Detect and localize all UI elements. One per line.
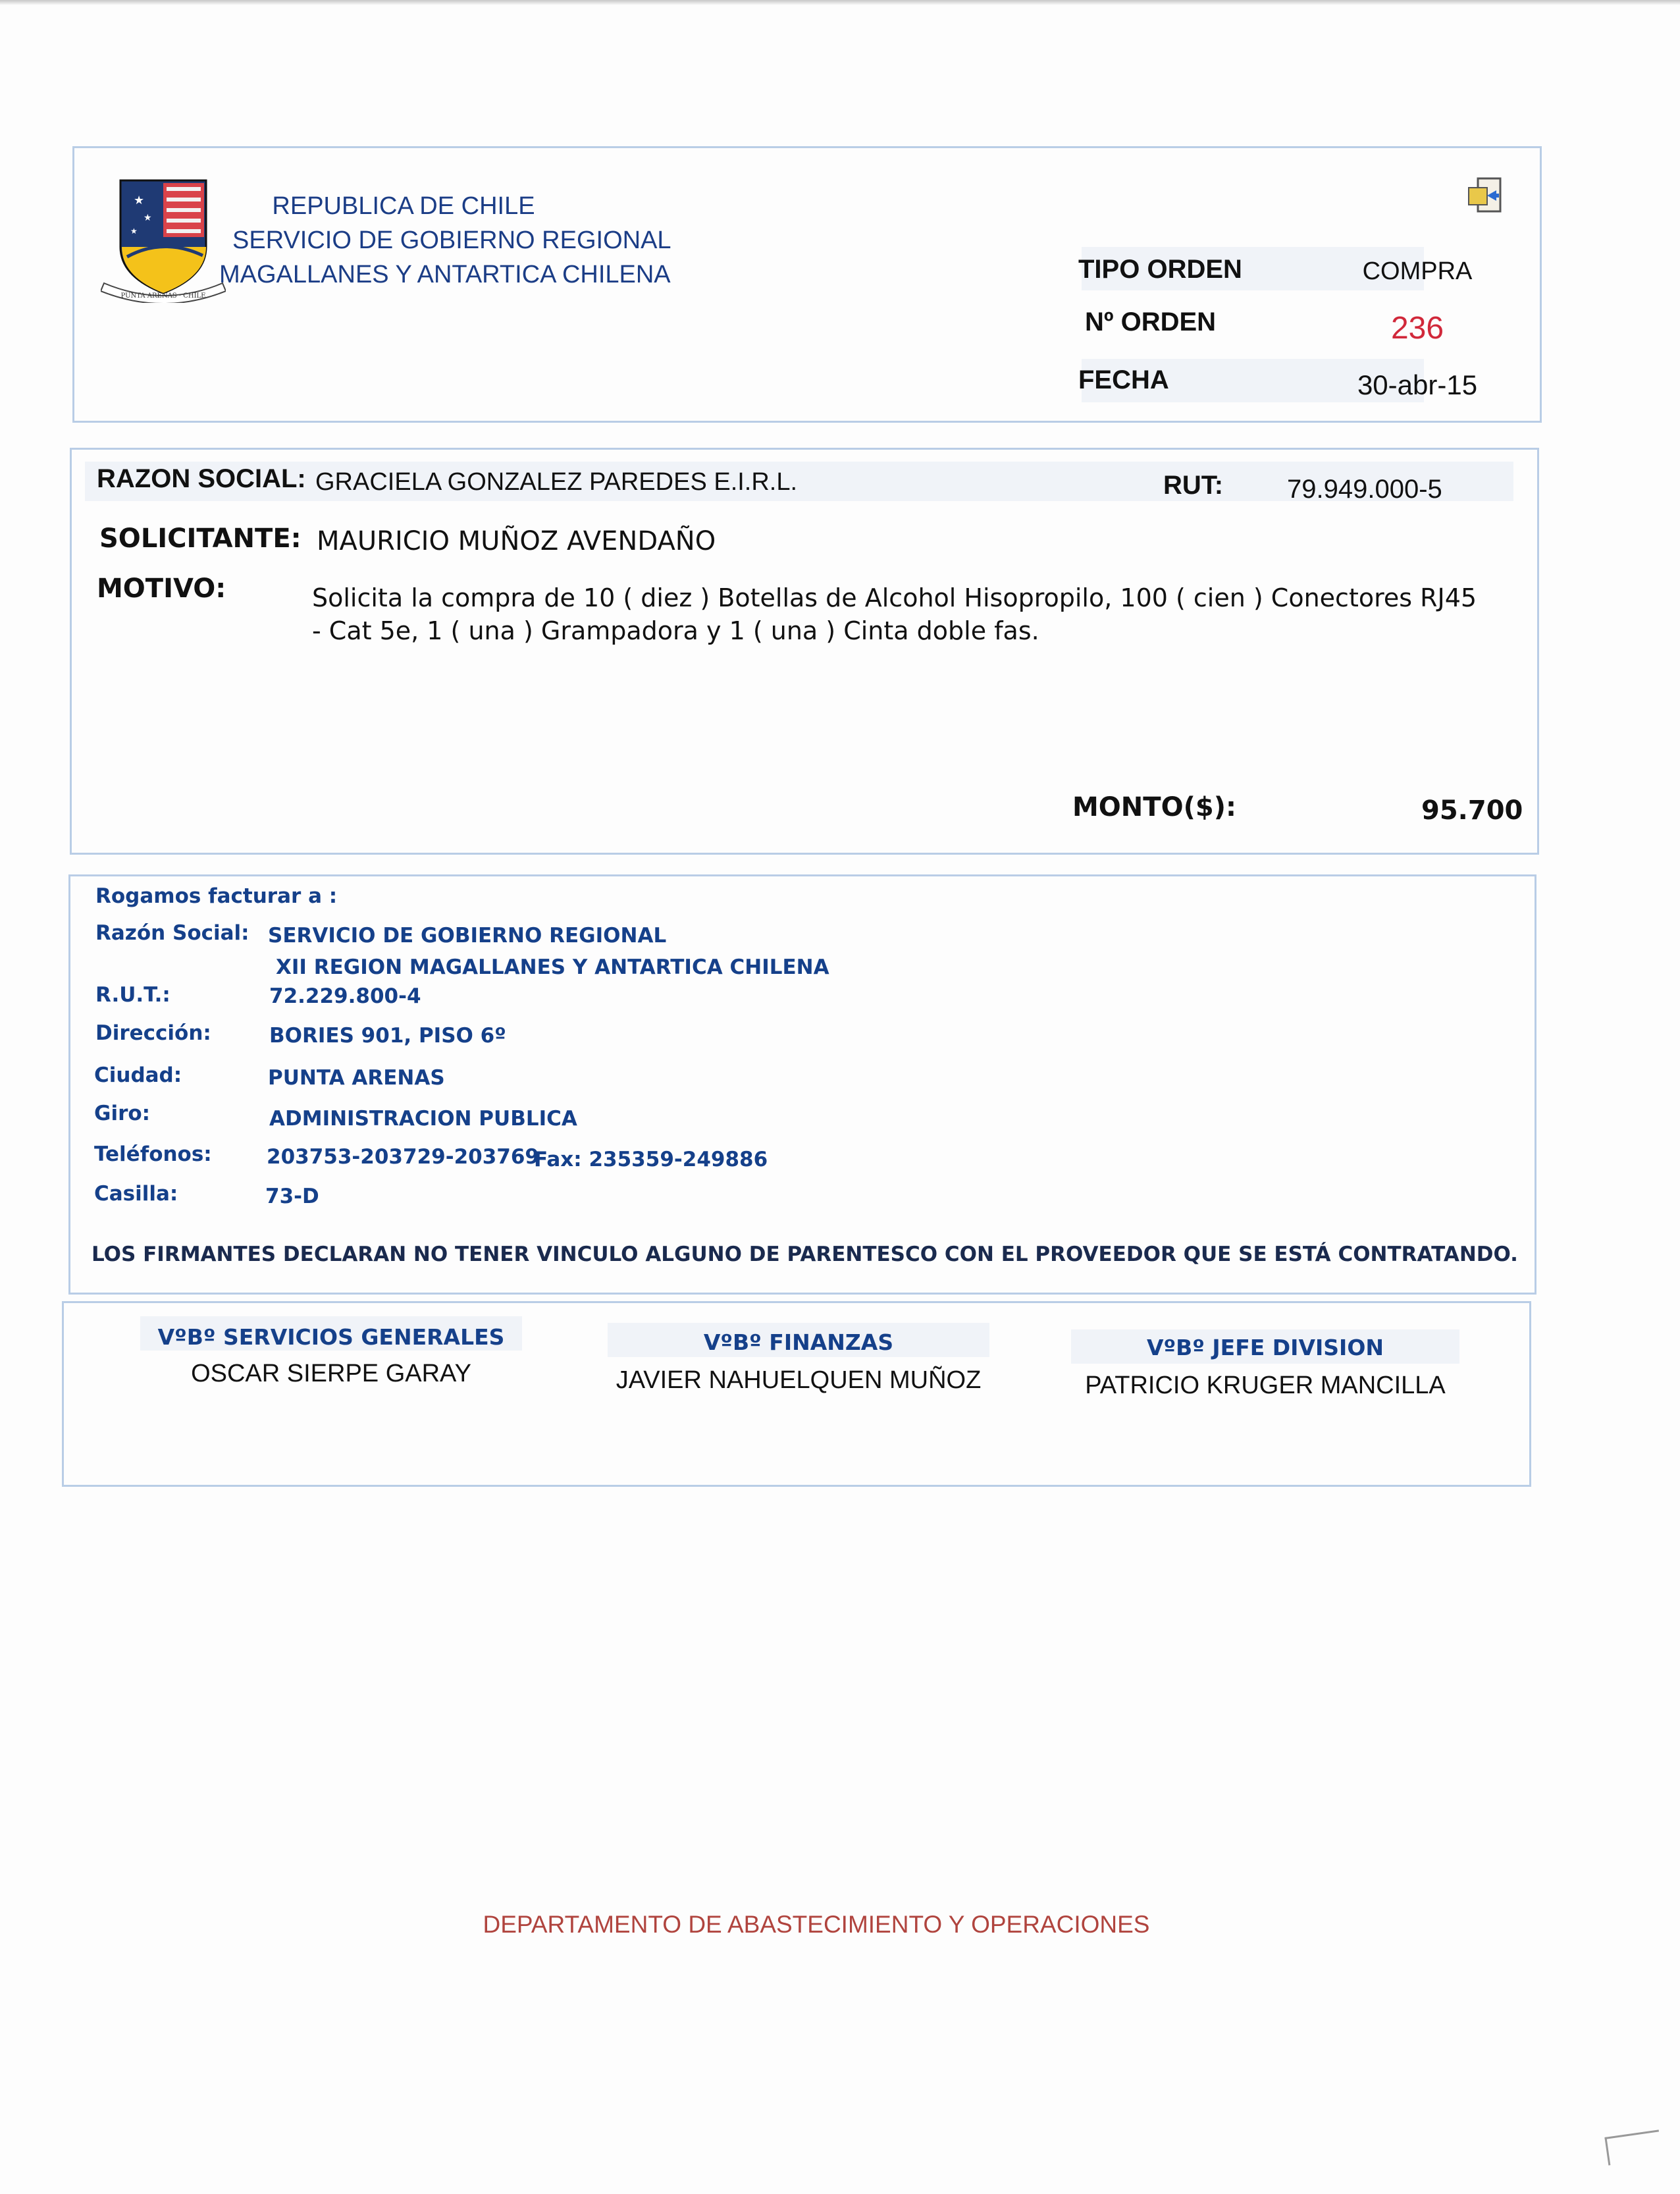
invoice-box	[68, 874, 1536, 1295]
invoice-giro-label: Giro:	[94, 1102, 151, 1125]
coat-of-arms-logo	[101, 178, 226, 303]
invoice-direccion-label: Dirección:	[95, 1021, 211, 1045]
approval-1-title: VºBº SERVICIOS GENERALES	[157, 1324, 505, 1350]
seal-ribbon-text: PUNTA ARENAS · CHILE	[120, 292, 206, 300]
invoice-rut-label: R.U.T.:	[95, 983, 171, 1007]
monto-label: MONTO($):	[1072, 792, 1236, 822]
tipo-orden-label: TIPO ORDEN	[1078, 255, 1242, 284]
header-line-3: MAGALLANES Y ANTARTICA CHILENA	[219, 261, 671, 288]
svg-text:★: ★	[134, 194, 145, 207]
order-details-box	[70, 448, 1539, 855]
invoice-casilla-value: 73-D	[265, 1185, 319, 1208]
approval-2-name: JAVIER NAHUELQUEN MUÑOZ	[616, 1366, 982, 1394]
approvals-box	[62, 1301, 1531, 1487]
razon-social-label: RAZON SOCIAL:	[97, 464, 306, 493]
footer-department: DEPARTAMENTO DE ABASTECIMIENTO Y OPERACIONES	[483, 1911, 1150, 1938]
motivo-label: MOTIVO:	[97, 574, 226, 604]
approval-3-title: VºBº JEFE DIVISION	[1146, 1335, 1384, 1360]
invoice-rut-value: 72.229.800-4	[269, 984, 421, 1008]
n-orden-value: 236	[1390, 311, 1444, 346]
invoice-razon-social-value-1: SERVICIO DE GOBIERNO REGIONAL	[268, 924, 667, 948]
fecha-value: 30-abr-15	[1357, 369, 1478, 400]
invoice-razon-social-label: Razón Social:	[95, 921, 249, 945]
razon-social-value: GRACIELA GONZALEZ PAREDES E.I.R.L.	[315, 468, 798, 496]
invoice-direccion-value: BORIES 901, PISO 6º	[269, 1024, 506, 1048]
invoice-ciudad-label: Ciudad:	[94, 1063, 182, 1087]
exit-icon[interactable]	[1465, 176, 1504, 215]
invoice-giro-value: ADMINISTRACION PUBLICA	[269, 1107, 577, 1131]
invoice-declaration: LOS FIRMANTES DECLARAN NO TENER VINCULO ALGUNO DE PARENTESCO CON EL PROVEEDOR QUE SE ESTÁ CONTRATANDO.	[92, 1243, 1518, 1266]
svg-text:★: ★	[144, 212, 152, 223]
invoice-ciudad-value: PUNTA ARENAS	[268, 1066, 445, 1090]
approval-1-name: OSCAR SIERPE GARAY	[191, 1360, 471, 1387]
tipo-orden-value: COMPRA	[1362, 257, 1473, 285]
header-line-1: REPUBLICA DE CHILE	[272, 192, 535, 220]
monto-value: 95.700	[1421, 795, 1523, 826]
scan-edge	[0, 0, 1680, 5]
motivo-value: Solicita la compra de 10 ( diez ) Botellas de Alcohol Hisopropilo, 100 ( cien ) Conectores RJ45 - Cat 5e, 1 ( una ) Grampadora y 1 ( una ) Cinta doble fas.	[312, 583, 1477, 645]
invoice-razon-social-value-2: XII REGION MAGALLANES Y ANTARTICA CHILENA	[276, 955, 829, 979]
invoice-telefonos-value: 203753-203729-203769	[267, 1145, 539, 1169]
header-box	[72, 146, 1542, 423]
invoice-casilla-label: Casilla:	[94, 1182, 178, 1206]
solicitante-label: SOLICITANTE:	[99, 523, 302, 554]
svg-text:★: ★	[130, 227, 138, 236]
approval-3-name: PATRICIO KRUGER MANCILLA	[1085, 1372, 1446, 1399]
fecha-label: FECHA	[1078, 365, 1169, 394]
invoice-heading: Rogamos facturar a :	[95, 884, 338, 908]
rut-value: 79.949.000-5	[1287, 475, 1442, 504]
invoice-fax-value: Fax: 235359-249886	[534, 1148, 768, 1171]
rut-label: RUT:	[1163, 471, 1224, 500]
scan-corner-mark	[1604, 2129, 1662, 2165]
approval-2-title: VºBº FINANZAS	[703, 1329, 894, 1355]
solicitante-value: MAURICIO MUÑOZ AVENDAÑO	[317, 526, 716, 556]
invoice-telefonos-label: Teléfonos:	[94, 1142, 212, 1166]
n-orden-label: Nº ORDEN	[1085, 308, 1217, 336]
header-line-2: SERVICIO DE GOBIERNO REGIONAL	[232, 227, 671, 254]
